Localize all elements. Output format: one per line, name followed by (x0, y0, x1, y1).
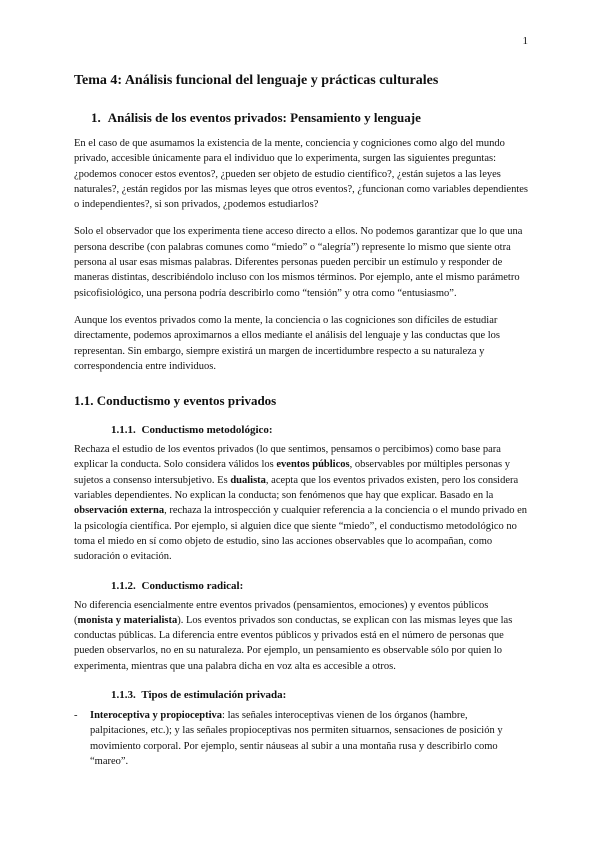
document-body (74, 72, 528, 769)
list-item (74, 708, 528, 769)
section-1-heading-text: Análisis de los eventos privados: Pensamiento y lenguaje (107, 110, 421, 125)
bold-term: eventos públicos (276, 459, 350, 471)
section-1-number: 1. (91, 110, 101, 125)
paragraph-metodologico (74, 442, 528, 564)
section-1-1-heading: 1.1. Conductismo y eventos privados (74, 393, 277, 409)
text-segment: ). Los eventos privados son conductas, se explican con las mismas leyes que las conductas públicas. La diferencia entre eventos públicos y privados está en el número de personas que pueden observarlos, no en su naturaleza. Por ejemplo, un pensamiento es observable sólo por quien lo experimenta, mientras que una palabra dicha en voz alta es accesible a otros. (74, 614, 513, 672)
section-1-1-1-heading-text: Conductismo metodológico: (141, 424, 273, 437)
section-1-heading (74, 109, 528, 126)
paragraph-1: En el caso de que asumamos la existencia de la mente, conciencia y cogniciones como algo del mundo privado, accesible únicamente para el individuo que lo experimenta, surgen las siguientes preguntas: ¿podemos conocer estos eventos?, ¿pueden ser objeto de estudio científico?, ¿están sujetos a las leyes naturales?, ¿están regidos por las mismas leyes que otros eventos?, ¿funcionan como variables dependientes o independientes?, si son privados, ¿podemos estudiarlos? (74, 138, 528, 211)
paragraph-2: Solo el observador que los experimenta tiene acceso directo a ellos. No podemos garantizar que lo que una persona describe (con palabras comunes como “miedo” o “alegría”) represente lo mismo que siente otra persona al usar esas mismas palabras. Diferentes personas pueden percibir un estímulo y responder de maneras distintas, describiéndolo incluso con los mismos términos. Por ejemplo, ante el mismo parámetro psicofisiológico, una persona podría describirlo como “tensión” y otra como “entusiasmo”. (74, 226, 523, 299)
list-item-text: : las señales interoceptivas vienen de los órganos (hambre, palpitaciones, etc.); y las señales propioceptivas nos permiten situarnos, sensaciones de posición y movimiento corporal. Por ejemplo, sentir náuseas al subir a una montaña rusa y describirlo como “mareo”. (90, 710, 503, 767)
bold-term: Interoceptiva y propioceptiva (90, 710, 223, 722)
document-title: Tema 4: Análisis funcional del lenguaje y prácticas culturales (74, 73, 439, 88)
bold-term: monista y materialista (77, 614, 178, 626)
paragraph-3: Aunque los eventos privados como la mente, la conciencia o las cogniciones son difíciles de estudiar directamente, podemos aproximarnos a ellos mediante el análisis del lenguaje y las conductas que los representan. Sin embargo, siempre existirá un margen de incertidumbre respecto a su naturaleza y correspondencia entre individuos. (74, 314, 500, 372)
bold-term: dualista (230, 474, 266, 486)
text-segment: No diferencia esencialmente entre eventos privados (pensamientos, emociones) y eventos públicos ( (74, 599, 489, 626)
section-1-1-2-number: 1.1.2. (111, 579, 136, 592)
list-dash: - (74, 710, 78, 722)
section-1-1-2-heading (74, 579, 528, 594)
text-segment: , rechaza la introspección y cualquier referencia a la conciencia o el mundo privado en la psicología científica. Por ejemplo, si alguien dice que siente “miedo”, el conductismo metodológico no toma el miedo en sí como objeto de estudio, sino las acciones observables que lo acompañan, como sudoración o evitación. (74, 505, 528, 563)
paragraph-radical (74, 598, 528, 674)
section-1-1-3-number: 1.1.3. (111, 689, 136, 702)
text-segment: Rechaza el estudio de los eventos privados (lo que sentimos, pensamos o percibimos) como base para explicar la conducta. Solo considera válidos los (74, 444, 501, 471)
stimulation-list (74, 708, 528, 769)
section-1-1-2-heading-text: Conductismo radical: (141, 579, 244, 592)
bold-term: observación externa (74, 505, 165, 517)
section-1-1-3-heading-text: Tipos de estimulación privada: (141, 689, 287, 702)
text-segment: , observables por múltiples personas y sujetos a consenso intersubjetivo. Es (74, 459, 510, 486)
text-segment: , acepta que los eventos privados existen, pero los considera variables dependientes. No explican la conducta; son fenómenos que hay que explicar. Basado en la (74, 474, 519, 502)
section-1-1-3-heading (74, 688, 528, 703)
section-1-1-1-number: 1.1.1. (111, 424, 136, 437)
section-1-1-1-heading (74, 423, 528, 438)
page-number: 1 (522, 35, 528, 47)
